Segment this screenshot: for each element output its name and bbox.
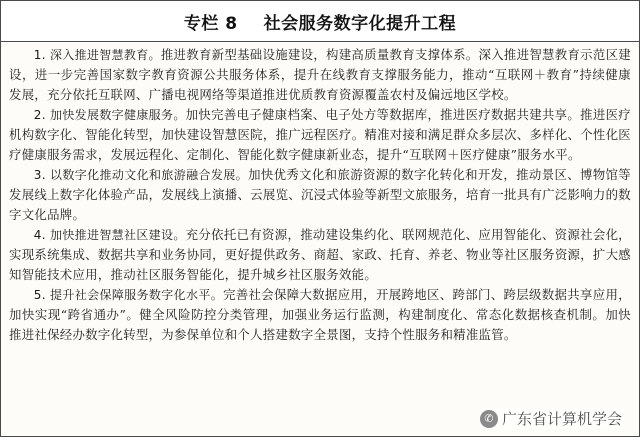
column-content	[1, 42, 639, 345]
column-title-text: 社会服务数字化提升工程	[263, 13, 457, 34]
column-number: 专栏 8	[183, 13, 238, 34]
paragraph-smart-community	[9, 225, 631, 285]
paragraph-body: 推进教育新型基础设施建设，构建高质量教育支撑体系。深入推进智慧教育示范区建设，进一步完善国家数字教育资源公共服务体系，提升在线教育支撑服务能力，推动“互联网＋教育”持续健康发展，充分依托互联网、广播电视网络等渠道推进优质教育资源覆盖农村及偏远地区学校。	[9, 47, 631, 102]
paragraph-social-security	[9, 285, 631, 345]
paragraph-heading: 2. 加快发展数字健康服务。	[33, 108, 186, 122]
paragraph-heading: 4. 加快推进智慧社区建设。	[33, 228, 186, 242]
paragraph-body: 充分依托已有资源，推动建设集约化、联网规范化、应用智能化、资源社会化，实现系统集成、数据共享和业务协同，更好提供政务、商超、家政、托育、养老、物业等社区服务资源，扩大感知智能技术应用，推动社区服务智能化，提升城乡社区服务效能。	[9, 227, 631, 282]
paragraph-heading: 3. 以数字化推动文化和旅游融合发展。	[33, 168, 249, 182]
column-title	[184, 9, 456, 34]
paragraph-body: 加快优秀文化和旅游资源的数字化转化和开发，推动景区、博物馆等发展线上数字化体验产品，发展线上演播、云展览、沉浸式体验等新型文旅服务，培育一批具有广泛影响力的数字文化品牌。	[9, 167, 631, 222]
paragraph-body: 完善社会保障大数据应用，开展跨地区、跨部门、跨层级数据共享应用，加快实现“跨省通办”。健全风险防控分类管理，加强业务运行监测，构建制度化、常态化数据核查机制。加快推进社保经办数字化转型，为参保单位和个人搭建数字全景图，支持个性服务和精准监管。	[9, 287, 631, 342]
paragraph-heading: 5. 提升社会保障服务数字化水平。	[33, 288, 224, 302]
paragraph-health	[9, 105, 631, 165]
column-header	[1, 1, 639, 42]
paragraph-heading: 1. 深入推进智慧教育。	[33, 48, 161, 62]
watermark	[480, 408, 624, 429]
wechat-logo-icon: ✆	[480, 410, 498, 428]
paragraph-body: 加快完善电子健康档案、电子处方等数据库，推进医疗数据共建共享。推进医疗机构数字化、智能化转型，加快建设智慧医院，推广远程医疗。精准对接和满足群众多层次、多样化、个性化医疗健康服务需求，发展远程化、定制化、智能化数字健康新业态，提升“互联网＋医疗健康”服务水平。	[9, 107, 631, 162]
paragraph-education	[9, 45, 631, 105]
paragraph-culture-tourism	[9, 165, 631, 225]
watermark-text: 广东省计算机学会	[501, 410, 622, 428]
